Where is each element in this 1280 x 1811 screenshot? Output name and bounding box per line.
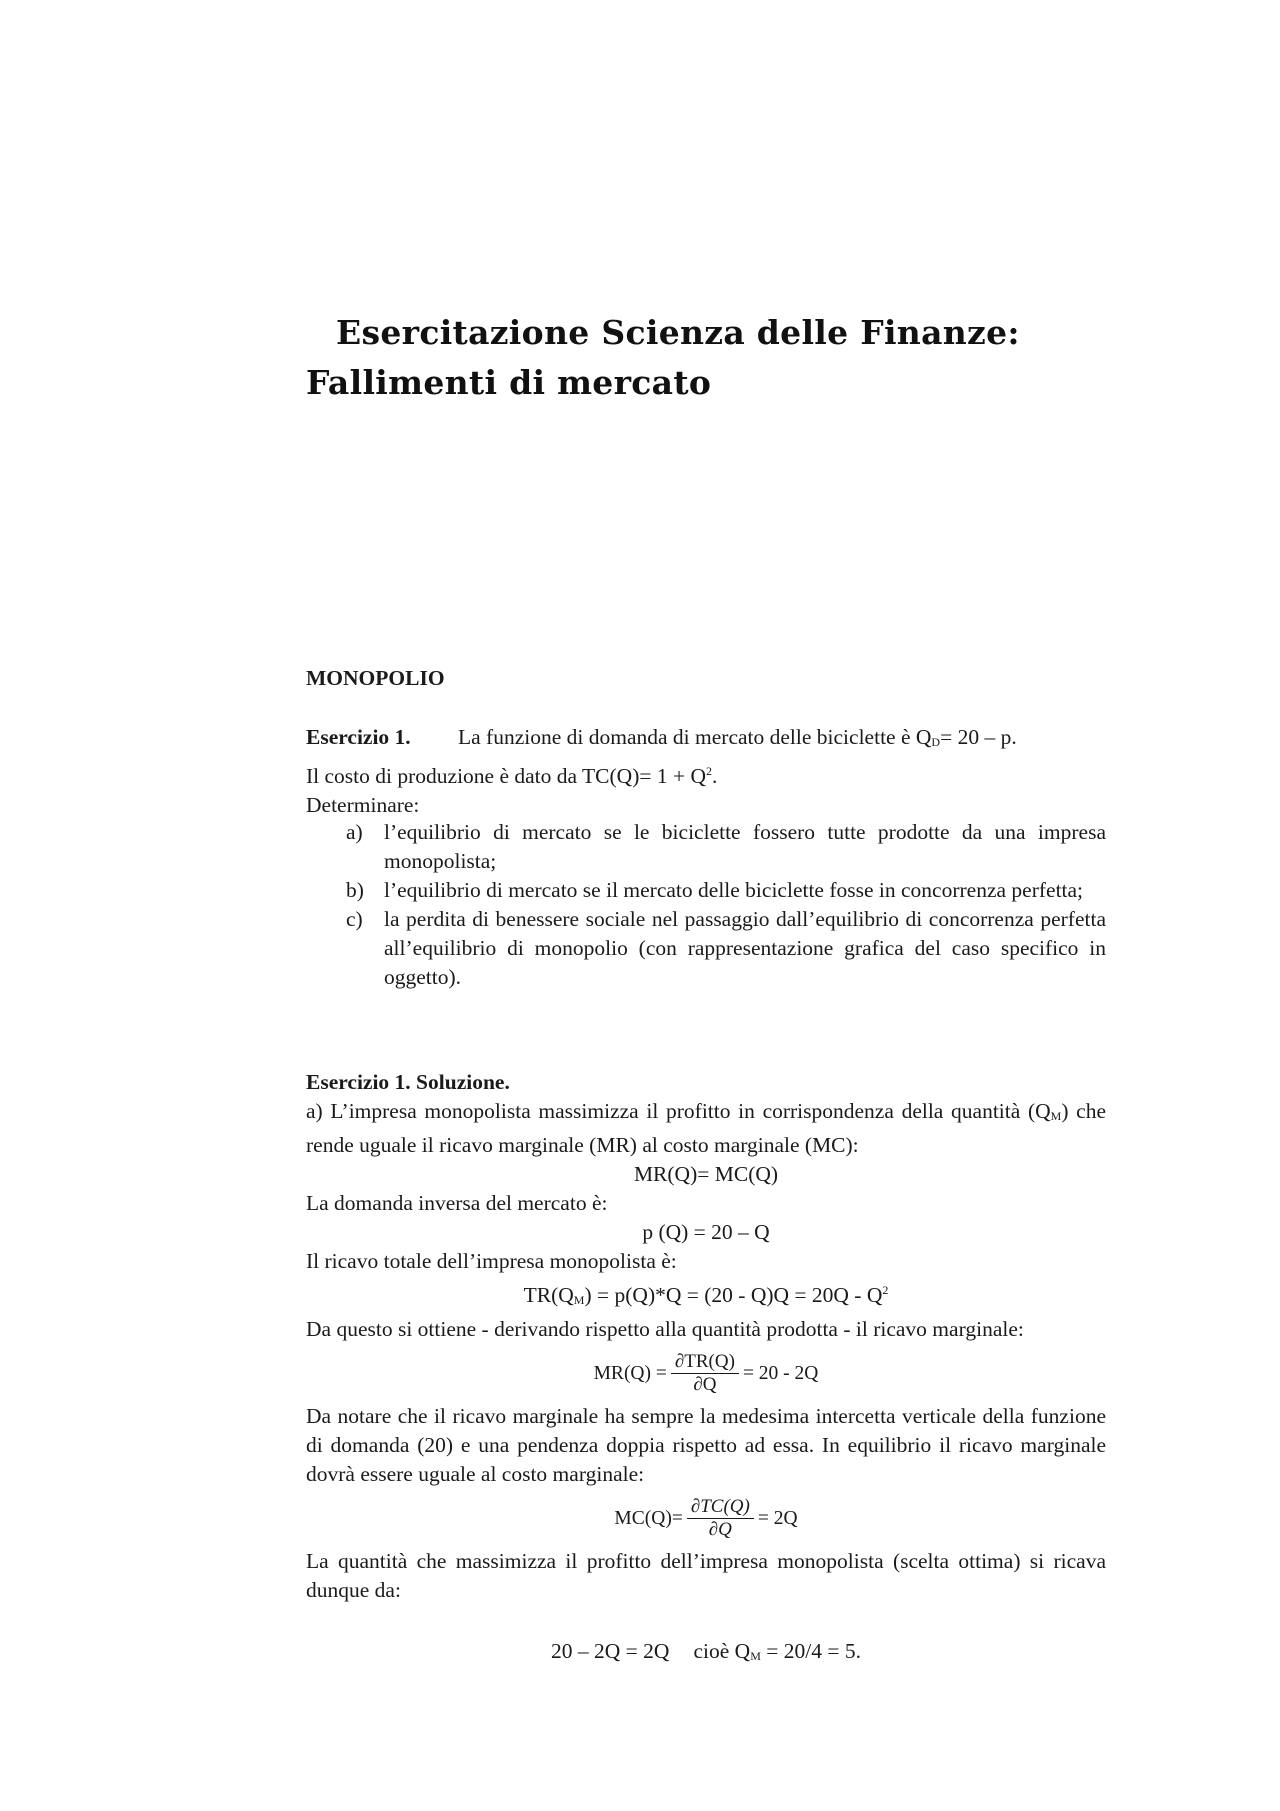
equation-final	[306, 1637, 1106, 1671]
list-item	[336, 818, 1106, 876]
list-text: l’equilibrio di mercato se il mercato delle biciclette fosse in concorrenza perfetta;	[384, 878, 1084, 902]
solution-paragraph-2: La domanda inversa del mercato è:	[306, 1191, 608, 1215]
solution-paragraph-4: Da questo si ottiene - derivando rispetto alla quantità prodotta - il ricavo marginale:	[306, 1317, 1024, 1341]
solution-paragraph-3: Il ricavo totale dell’impresa monopolista è:	[306, 1249, 677, 1273]
demand-line	[306, 723, 1106, 757]
cost-text: Il costo di produzione è dato da TC(Q)= 1 + Q	[306, 764, 707, 788]
mc-right: = 2Q	[757, 1507, 798, 1529]
eq3-superscript: 2	[882, 1283, 889, 1297]
equation-total-revenue	[306, 1276, 1106, 1315]
spacer	[306, 1605, 1106, 1637]
list-item	[336, 876, 1106, 905]
list-marker: b)	[346, 878, 364, 902]
mr-denominator: ∂Q	[693, 1373, 717, 1395]
determine-line: Determinare:	[306, 793, 420, 817]
list-marker: a)	[346, 820, 363, 844]
equation-marginal-revenue	[306, 1344, 1106, 1402]
mr-numerator: ∂TR(Q)	[671, 1351, 739, 1374]
solution-paragraph-6: La quantità che massimizza il profitto dell’impresa monopolista (scelta ottima) si ricava dunque da:	[306, 1549, 1106, 1602]
equation-mr-mc: MR(Q)= MC(Q)	[633, 1162, 779, 1186]
p1-rest: ) che rende uguale il ricavo marginale (MR) al costo marginale (MC):	[306, 1099, 1106, 1157]
cost-superscript: 2	[706, 764, 713, 778]
exercise-label: Esercizio 1.	[306, 725, 411, 749]
equation-inverse-demand: p (Q) = 20 – Q	[642, 1220, 770, 1244]
mc-denominator: ∂Q	[708, 1518, 732, 1540]
exercise-statement	[306, 723, 1106, 820]
mc-numerator: ∂TC(Q)	[687, 1496, 754, 1519]
list-marker: c)	[346, 907, 363, 931]
title-line-2: Fallimenti di mercato	[306, 363, 712, 402]
solution-paragraph-5: Da notare che il ricavo marginale ha sempre la medesima intercetta verticale della funzione di domanda (20) e una pendenza doppia rispetto ad essa. In equilibrio il ricavo marginale dovrà essere uguale al costo marginale:	[306, 1404, 1106, 1486]
mr-left: MR(Q) =	[593, 1362, 667, 1384]
list-item	[336, 905, 1106, 992]
document-title	[306, 308, 1126, 408]
final-b: cioè Q	[693, 1639, 751, 1663]
mc-left: MC(Q)=	[614, 1507, 683, 1529]
p1-subscript: M	[1050, 1109, 1062, 1123]
list-text: la perdita di benessere sociale nel passaggio dall’equilibrio di concorrenza perfetta all’equilibrio di monopolio (con rappresentazione grafica del caso specifico in oggetto).	[384, 907, 1106, 989]
eq3-subscript: M	[573, 1293, 585, 1307]
cost-line	[306, 757, 1106, 791]
demand-subscript: D	[931, 735, 941, 749]
final-a: 20 – 2Q = 2Q	[551, 1639, 670, 1663]
section-heading: MONOPOLIO	[306, 666, 445, 690]
title-line-1: Esercitazione Scienza delle Finanze:	[336, 313, 1020, 352]
equation-marginal-cost	[306, 1489, 1106, 1547]
mr-right: = 20 - 2Q	[742, 1362, 819, 1384]
solution-block	[306, 1068, 1106, 1671]
solution-paragraph-1	[306, 1097, 1106, 1160]
eq3-a: TR(Q	[523, 1283, 574, 1307]
final-c: = 20/4 = 5.	[760, 1639, 861, 1663]
mr-fraction	[671, 1351, 739, 1396]
solution-heading: Esercizio 1. Soluzione.	[306, 1070, 510, 1094]
demand-rest: = 20 – p.	[940, 725, 1017, 749]
mc-fraction	[687, 1496, 754, 1541]
question-list	[336, 818, 1106, 992]
demand-text: La funzione di domanda di mercato delle biciclette è Q	[458, 725, 932, 749]
eq3-b: ) = p(Q)*Q = (20 - Q)Q = 20Q - Q	[584, 1283, 883, 1307]
list-text: l’equilibrio di mercato se le biciclette fossero tutte prodotte da una impresa monopolista;	[384, 820, 1106, 873]
final-subscript: M	[750, 1649, 761, 1663]
cost-rest: .	[712, 764, 718, 788]
p1-text: a) L’impresa monopolista massimizza il profitto in corrispondenza della quantità (Q	[306, 1099, 1051, 1123]
